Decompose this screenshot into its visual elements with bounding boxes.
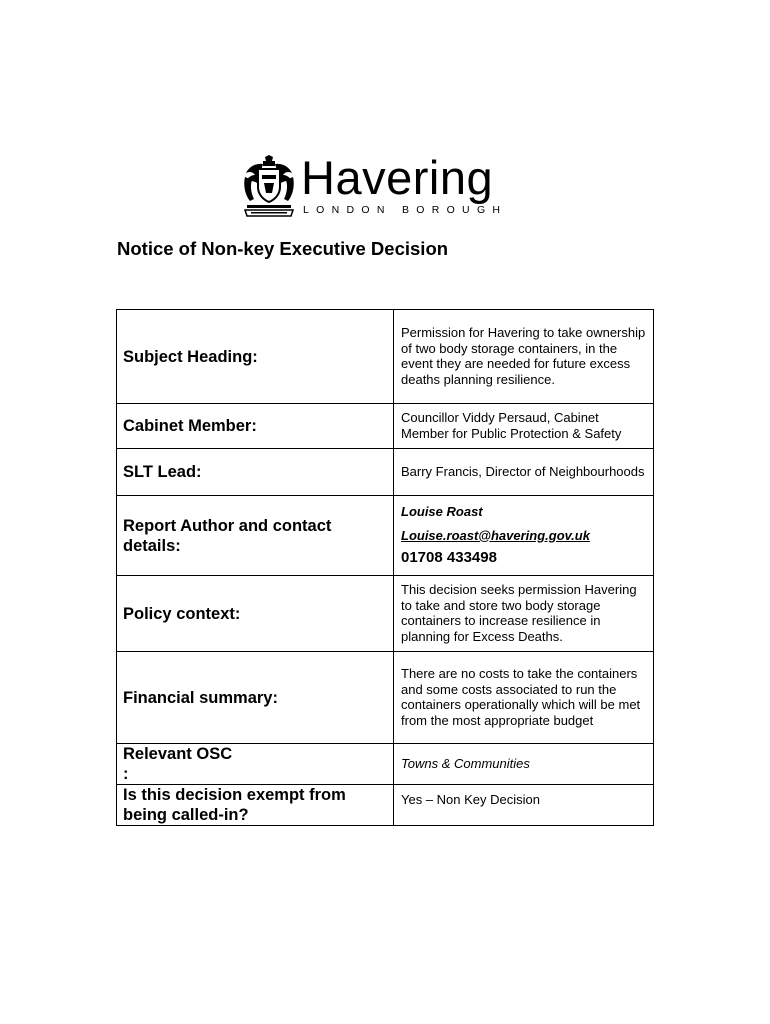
logo-wordmark: Havering	[301, 151, 494, 204]
havering-logo	[241, 152, 521, 220]
cabinet-member-value: Councillor Viddy Persaud, Cabinet Member for Public Protection & Safety	[394, 404, 654, 449]
decision-table	[116, 309, 654, 826]
call-in-exempt-label: Is this decision exempt from being called-in?	[117, 785, 394, 826]
relevant-osc-value: Towns & Communities	[394, 744, 654, 785]
author-name: Louise Roast	[401, 504, 483, 519]
table-row	[117, 310, 654, 404]
slt-lead-value: Barry Francis, Director of Neighbourhoods	[394, 449, 654, 496]
table-row	[117, 496, 654, 576]
slt-lead-label: SLT Lead:	[117, 449, 394, 496]
policy-context-value: This decision seeks permission Havering to take and store two body storage containers to increase resilience in planning for Excess Deaths.	[394, 576, 654, 652]
financial-summary-value: There are no costs to take the containers and some costs associated to run the containers operationally which will be met from the most appropriate budget	[394, 652, 654, 744]
author-phone: 01708 433498	[401, 549, 497, 566]
subject-heading-label: Subject Heading:	[117, 310, 394, 404]
relevant-osc-label-text: Relevant OSC	[123, 745, 233, 763]
subject-heading-value: Permission for Havering to take ownership of two body storage containers, in the event they are needed for future excess deaths planning resilience.	[394, 310, 654, 404]
relevant-osc-label-colon: :	[123, 765, 129, 783]
table-row	[117, 785, 654, 826]
table-row	[117, 576, 654, 652]
borough-crest-icon	[241, 155, 297, 217]
report-author-value	[394, 496, 654, 576]
relevant-osc-label	[117, 744, 394, 785]
table-row	[117, 744, 654, 785]
financial-summary-label: Financial summary:	[117, 652, 394, 744]
logo-subtitle: LONDON BOROUGH	[303, 204, 508, 216]
policy-context-label: Policy context:	[117, 576, 394, 652]
report-author-label: Report Author and contact details:	[117, 496, 394, 576]
cabinet-member-label: Cabinet Member:	[117, 404, 394, 449]
call-in-exempt-value: Yes – Non Key Decision	[394, 785, 654, 826]
table-row	[117, 404, 654, 449]
document-title: Notice of Non-key Executive Decision	[117, 238, 449, 259]
author-email-link[interactable]: Louise.roast@havering.gov.uk	[401, 527, 590, 543]
table-row	[117, 449, 654, 496]
table-row	[117, 652, 654, 744]
